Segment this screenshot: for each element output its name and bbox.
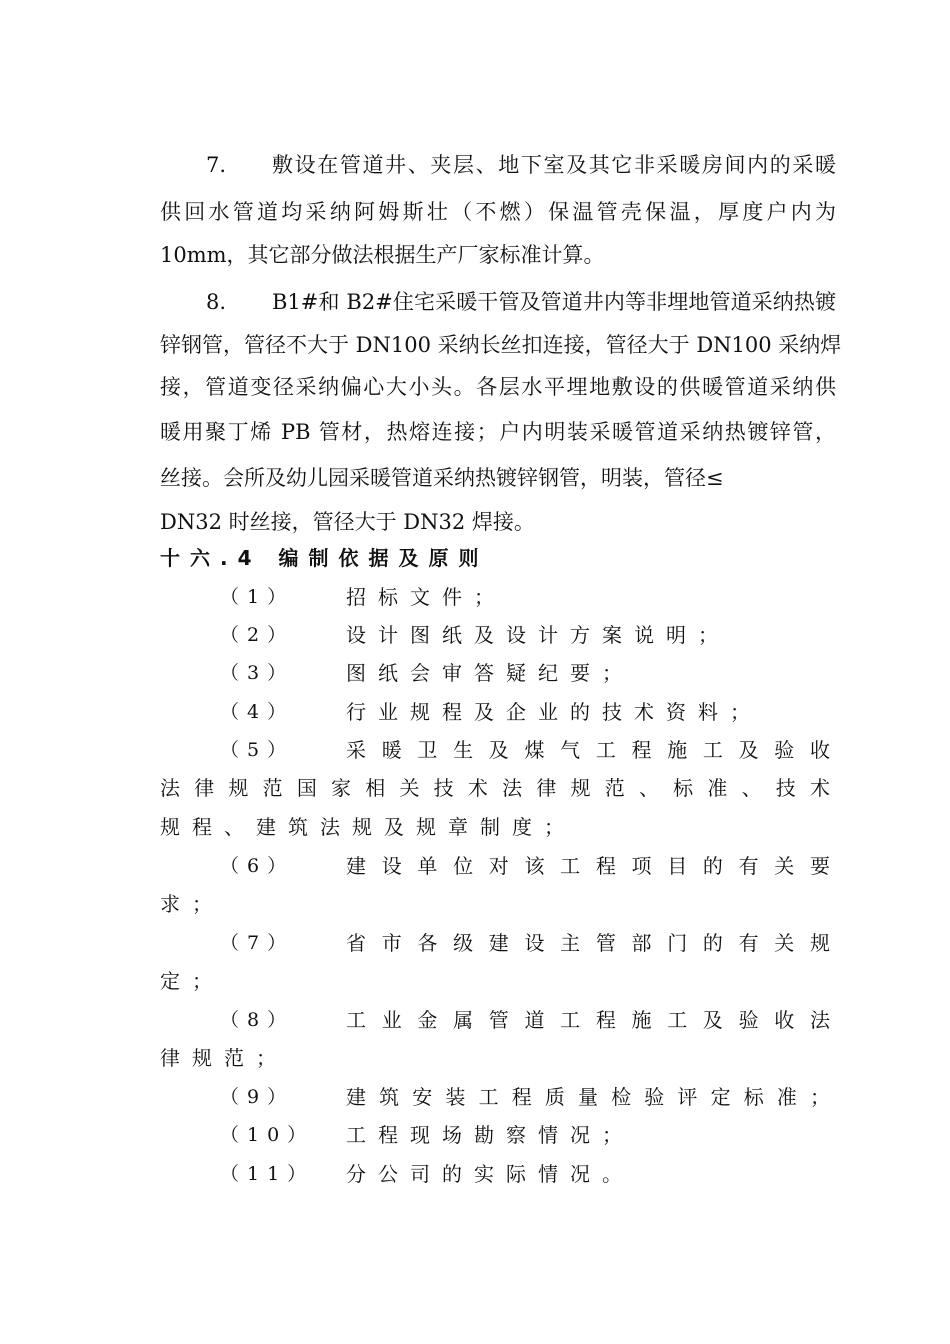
list-text-continued: 求； [160,892,224,916]
list-marker: （10） [220,1124,315,1146]
list-text: 建设单位对该工程项目的有关要 [346,854,830,878]
paragraph-line: 10mm，其它部分做法根据生产厂家标准计算。 [160,243,605,267]
paragraph-line: 供回水管道均采纳阿姆斯壮（不燃）保温管壳保温，厚度户内为 [160,200,836,224]
paragraph-line: 敷设在管道井、夹层、地下室及其它非采暖房间内的采暖 [272,153,836,177]
list-text: 建筑安装工程质量检验评定标准； [346,1085,830,1109]
list-text-continued: 规程、建筑法规及规章制度； [160,815,576,839]
paragraph-number: 8. [206,290,227,314]
list-marker: （4） [220,701,295,723]
list-marker: （6） [220,855,295,877]
list-text: 采暖卫生及煤气工程施工及验收 [346,738,830,762]
list-marker: （1） [220,586,295,608]
list-marker: （11） [220,1163,315,1185]
section-heading: 十六.4 编制依据及原则 [160,546,489,570]
list-marker: （5） [220,739,295,761]
paragraph-line: 丝接。会所及幼儿园采暖管道采纳热镀锌钢管，明装，管径≤ [160,466,724,490]
paragraph-line: 接，管道变径采纳偏心大小头。各层水平埋地敷设的供暖管道采纳供 [160,375,836,399]
list-text: 招标文件； [346,585,506,609]
list-text: 工业金属管道工程施工及验收法 [346,1008,830,1032]
list-text: 省市各级建设主管部门的有关规 [346,931,830,955]
list-text-continued: 法律规范国家相关技术法律规范、标准、技术 [160,776,830,800]
list-text-continued: 律规范； [160,1046,288,1070]
list-text: 行业规程及企业的技术资料； [346,700,762,724]
list-text: 设计图纸及设计方案说明； [346,623,730,647]
paragraph-line: DN32 时丝接，管径大于 DN32 焊接。 [160,510,535,534]
paragraph-line: 锌钢管，管径不大于 DN100 采纳长丝扣连接，管径大于 DN100 采纳焊 [160,333,842,357]
list-marker: （9） [220,1086,295,1108]
paragraph-number: 7. [206,153,227,177]
list-text: 分公司的实际情况。 [346,1162,634,1186]
list-marker: （2） [220,624,295,646]
list-text: 工程现场勘察情况； [346,1123,634,1147]
list-marker: （7） [220,932,295,954]
list-marker: （8） [220,1009,295,1031]
list-marker: （3） [220,662,295,684]
list-text-continued: 定； [160,969,224,993]
list-text: 图纸会审答疑纪要； [346,661,634,685]
paragraph-line: 暖用聚丁烯 PB 管材，热熔连接；户内明装采暖管道采纳热镀锌管， [160,420,836,444]
paragraph-line: B1#和 B2#住宅采暖干管及管道井内等非埋地管道采纳热镀 [272,290,836,314]
